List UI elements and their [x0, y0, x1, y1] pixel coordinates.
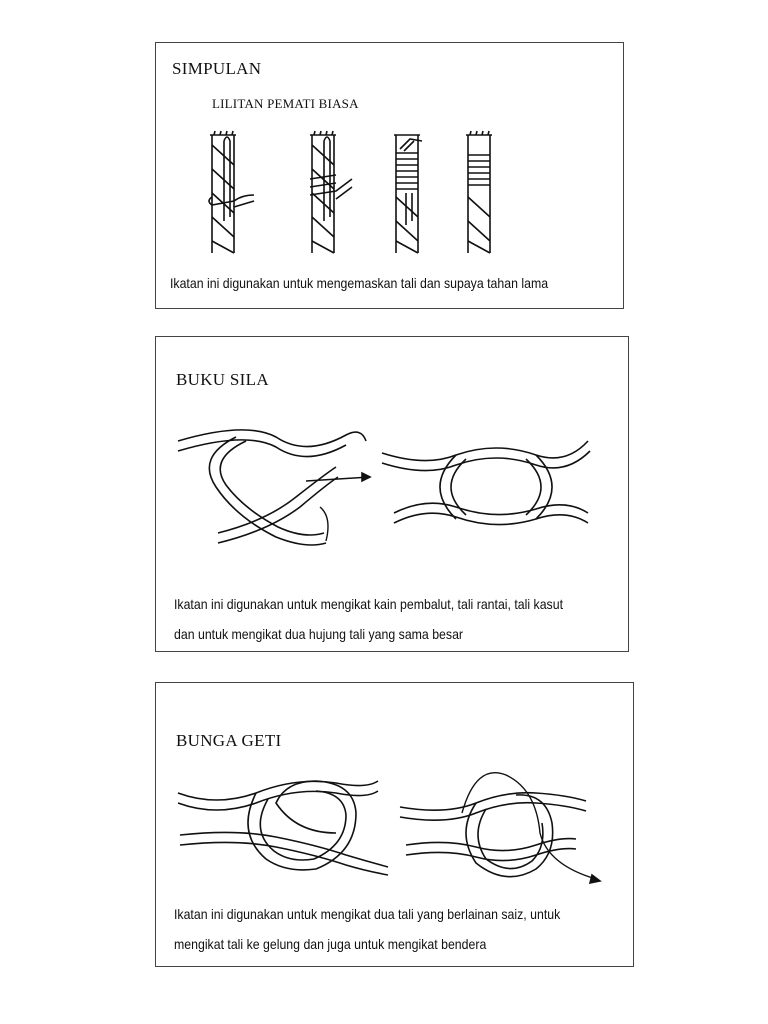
bunga-geti-card: [155, 682, 634, 967]
section-description: [170, 268, 548, 298]
sheet-bend-step-2: [400, 773, 600, 883]
description-line: mengikat tali ke gelung dan juga untuk mengikat bendera: [174, 936, 487, 952]
section-title: SIMPULAN: [172, 59, 262, 78]
reef-knot-step-2: [382, 441, 590, 525]
description-line: dan untuk mengikat dua hujung tali yang sama besar: [174, 626, 464, 642]
section-description: [174, 899, 560, 959]
section-subtitle: LILITAN PEMATI BIASA: [212, 96, 359, 111]
sheet-bend-step-1: [178, 781, 388, 875]
whipping-step-3: [394, 135, 422, 253]
buku-sila-card: [155, 336, 629, 652]
whipping-step-2: [310, 131, 352, 253]
simpulan-card: [155, 42, 624, 309]
whipping-step-1: [209, 131, 254, 253]
whipping-step-4: [466, 131, 492, 253]
description-line: Ikatan ini digunakan untuk mengikat kain pembalut, tali rantai, tali kasut: [174, 596, 564, 612]
description-line: Ikatan ini digunakan untuk mengikat dua tali yang berlainan saiz, untuk: [174, 906, 561, 922]
description-line: Ikatan ini digunakan untuk mengemaskan tali dan supaya tahan lama: [170, 275, 549, 291]
section-title: BUNGA GETI: [176, 731, 282, 750]
section-title: BUKU SILA: [176, 370, 269, 389]
section-description: [174, 589, 563, 649]
reef-knot-step-1: [178, 430, 370, 545]
